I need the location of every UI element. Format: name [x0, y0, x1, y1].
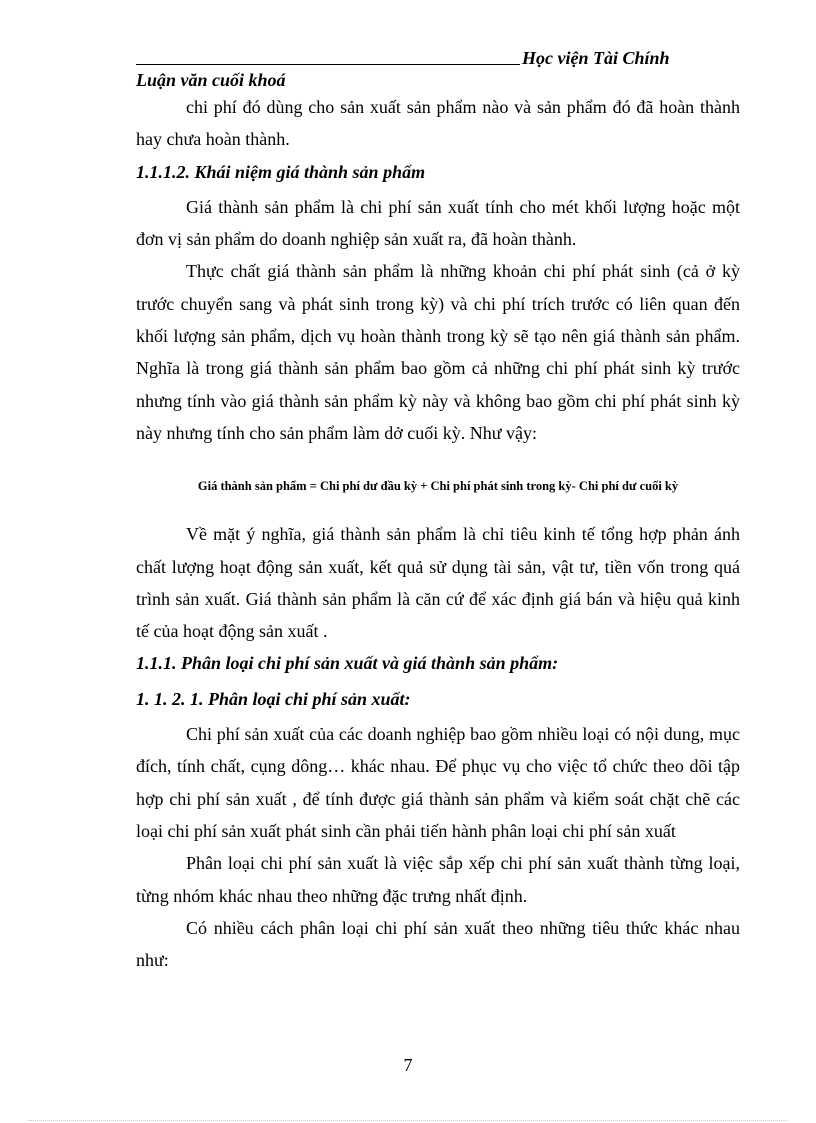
section-heading-product-cost-concept: 1.1.1.2. Khái niệm giá thành sản phẩm: [136, 161, 426, 182]
paragraph-product-cost-meaning: Về mặt ý nghĩa, giá thành sản phẩm là chỉ tiêu kinh tế tổng hợp phản ánh chất lượng hoạt động sản xuất, kết quả sử dụng tài sản, vật tư, tiền vốn trong quá trình sản xuất. Giá thành sản phẩm là căn cứ để xác định giá bán và hiệu quả kinh tế của hoạt động sản xuất .: [136, 524, 740, 642]
header-document-type: Luận văn cuối khoá: [136, 70, 286, 90]
header-rule: [136, 64, 520, 65]
subsection-heading-cost-classification: 1. 1. 2. 1. Phân loại chi phí sản xuất:: [136, 688, 411, 709]
paragraph-classification-definition: Phân loại chi phí sản xuất là việc sắp xếp chi phí sản xuất thành từng loại, từng nhóm khác nhau theo những đặc trưng nhất định.: [136, 853, 740, 906]
page-content: [136, 91, 740, 976]
paragraph-cost-types: Chi phí sản xuất của các doanh nghiệp bao gồm nhiều loại có nội dung, mục đích, tính chất, cụng dông… khác nhau. Để phục vụ cho việc tổ chức theo dõi tập hợp chi phí sản xuất , để tính được giá thành sản phẩm và kiểm soát chặt chẽ các loại chi phí sản xuất phát sinh cần phải tiến hành phân loại chi phí sản xuất: [136, 724, 740, 841]
header-institution: Học viện Tài Chính: [522, 48, 670, 68]
paragraph-continuation: chi phí đó dùng cho sản xuất sản phẩm nào và sản phẩm đó đã hoàn thành hay chưa hoàn thành.: [136, 97, 740, 150]
page-bottom-border: [28, 1120, 788, 1121]
cost-formula: Giá thành sản phẩm = Chi phí dư đầu kỳ + Chi phí phát sinh trong kỳ- Chi phí dư cuối kỳ: [197, 479, 679, 494]
paragraph-product-cost-definition: Giá thành sản phẩm là chi phí sản xuất tính cho mét khối lượng hoặc một đơn vị sản phẩm do doanh nghiệp sản xuất ra, đã hoàn thành.: [136, 196, 740, 250]
paragraph-product-cost-essence: Thực chất giá thành sản phẩm là những khoản chi phí phát sinh (cả ở kỳ trước chuyển sang và phát sinh trong kỳ) và chi phí trích trước có liên quan đến khối lượng sản phẩm, dịch vụ hoàn thành trong kỳ sẽ tạo nên giá thành sản phẩm. Nghĩa là trong giá thành sản phẩm bao gồm cả những chi phí phát sinh kỳ trước nhưng tính vào giá thành sản phẩm kỳ này và không bao gồm chi phí phát sinh kỳ này nhưng tính cho sản phẩm làm dở cuối kỳ. Như vậy:: [136, 261, 740, 443]
page-number: 7: [403, 1055, 413, 1075]
paragraph-classification-methods: Có nhiều cách phân loại chi phí sản xuất theo những tiêu thức khác nhau như:: [136, 917, 740, 971]
section-heading-classification: 1.1.1. Phân loại chi phí sản xuất và giá thành sản phẩm:: [136, 653, 559, 674]
